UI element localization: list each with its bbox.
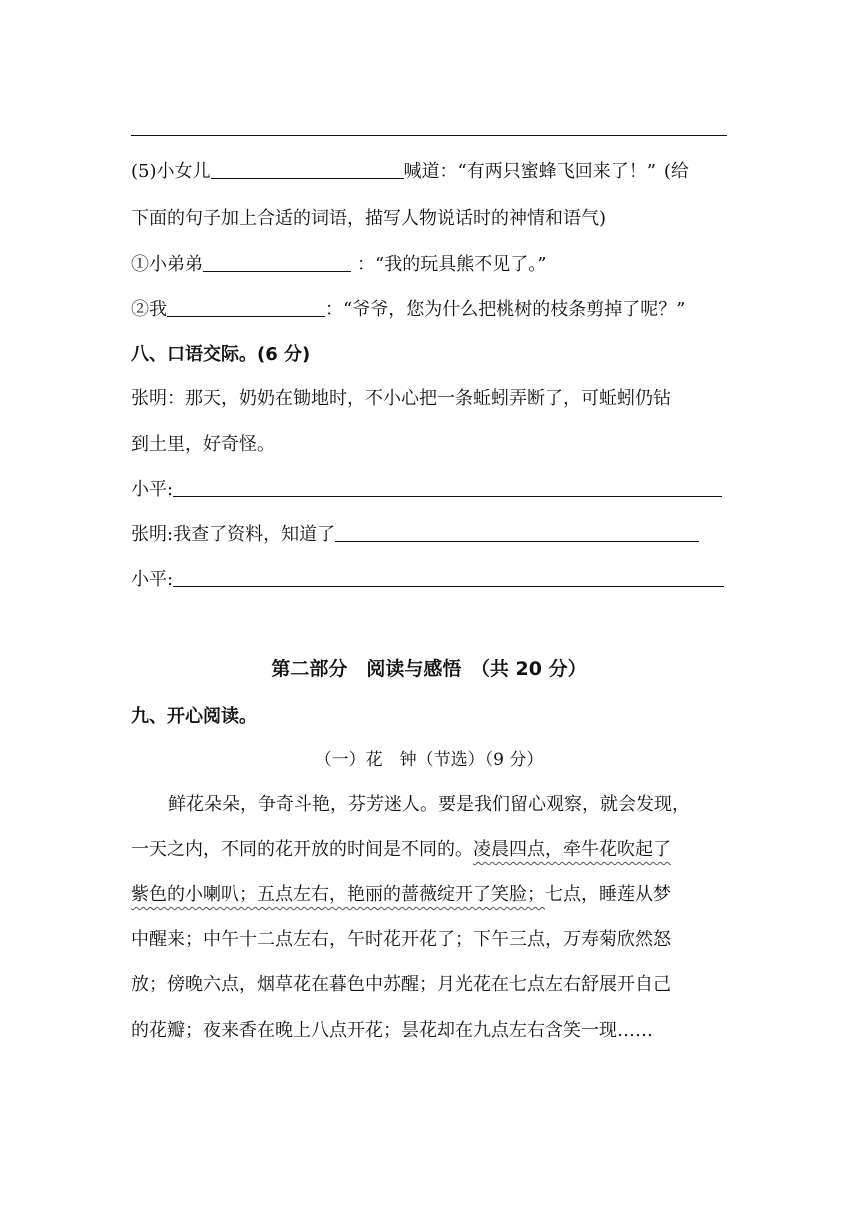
passage-title: （一）花 钟（节选）（9 分） [314, 750, 544, 770]
passage-line-1: 鲜花朵朵，争奇斗艳，芬芳迷人。要是我们留心观察，就会发现， [168, 794, 690, 815]
passage-line-5: 放；傍晚六点，烟草花在暮色中苏醒；月光花在七点左右舒展开自己 [131, 974, 671, 995]
q5-blank[interactable] [211, 160, 404, 179]
passage-line-2 [131, 838, 671, 862]
reply-2 [131, 568, 724, 592]
q5-instruction-start: (给 [663, 161, 689, 182]
zhangming-label: 张明:我查了资料，知道了 [131, 524, 336, 545]
item2-blank[interactable] [167, 298, 325, 317]
q5-suffix: 喊道：“有两只蜜蜂飞回来了！” [403, 161, 656, 182]
section-8-title: 八、口语交际。(6 分) [131, 344, 311, 365]
zhangming-blank[interactable] [335, 523, 699, 542]
item1-suffix: ：“我的玩具熊不见了。” [357, 254, 547, 275]
passage-underlined-1: 凌晨四点，牵牛花吹起了 [473, 839, 671, 860]
reply-1 [131, 478, 722, 502]
top-rule [131, 135, 727, 136]
dialogue-line-1: 张明：那天，奶奶在锄地时，不小心把一条蚯蚓弄断了，可蚯蚓仍钻 [131, 388, 671, 409]
passage-line-2-a: 一天之内，不同的花开放的时间是不同的。 [131, 839, 473, 860]
passage-line-4: 中醒来；中午十二点左右，午时花开花了；下午三点，万寿菊欣然怒 [131, 929, 671, 950]
zhangming-line [131, 523, 699, 547]
q5-prefix: (5)小女儿 [131, 161, 211, 182]
part-2-title: 第二部分 阅读与感悟 （共 20 分） [271, 658, 587, 680]
question-5 [131, 160, 689, 184]
item1-prefix: ①小弟弟 [131, 254, 203, 275]
reply2-blank[interactable] [173, 568, 724, 587]
q5-instruction: 下面的句子加上合适的词语，描写人物说话时的神情和语气) [131, 208, 607, 229]
reply1-blank[interactable] [173, 478, 722, 497]
item2-suffix: ：“爷爷，您为什么把桃树的枝条剪掉了呢？” [325, 299, 686, 320]
item-1 [131, 253, 546, 277]
item2-prefix: ②我 [131, 299, 167, 320]
section-9-title: 九、开心阅读。 [131, 706, 257, 727]
dialogue-line-2: 到土里，好奇怪。 [131, 434, 275, 455]
passage-line-3-b: 七点，睡莲从梦 [545, 884, 671, 905]
passage-underlined-2: 紫色的小喇叭；五点左右，艳丽的蔷薇绽开了笑脸； [131, 884, 545, 905]
passage-line-3 [131, 883, 671, 907]
reply2-label: 小平: [131, 569, 174, 590]
item1-blank[interactable] [203, 253, 351, 272]
reply1-label: 小平: [131, 479, 174, 500]
passage-line-6: 的花瓣；夜来香在晚上八点开花；昙花却在九点左右含笑一现…… [131, 1020, 653, 1041]
item-2 [131, 298, 685, 322]
